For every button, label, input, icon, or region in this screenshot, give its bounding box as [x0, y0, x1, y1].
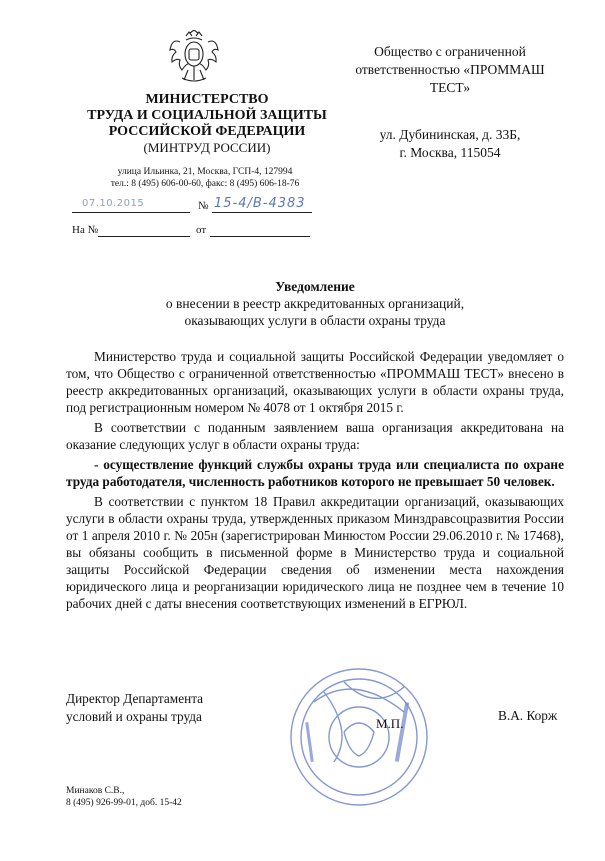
recipient-org-line: ТЕСТ»	[429, 80, 471, 95]
position-line: Директор Департамента	[66, 691, 204, 706]
date-line	[72, 212, 190, 213]
stamp-mark: М.П.	[376, 716, 404, 731]
ministry-address	[55, 166, 355, 190]
official-stamp-icon	[284, 662, 434, 812]
body-paragraph: В соответствии с пунктом 18 Правил аккредитации организаций, оказывающих услуги в области охраны труда, утвержденных приказом Минздравсоцразвития России от 1 апреля 2010 г. № 205н (зарегистрирован Минюстом России 29.06.2010 г. № 17468), вы обязаны сообщить в письменной форме в Министерство труда и социальной защиты Российской Федерации сведения об изменении места нахождения юридического лица и реорганизации юридического лица не позднее чем в течение 10 рабочих дней с даты внесения соответствующих изменений в ЕГРЮЛ.	[66, 494, 564, 611]
recipient-address	[340, 126, 560, 162]
document-body	[66, 348, 564, 615]
reply-number-line	[98, 236, 190, 237]
number-line	[212, 212, 312, 213]
signatory-position	[66, 690, 203, 726]
position-line: условий и охраны труда	[66, 709, 202, 724]
reply-from-label: от	[196, 224, 207, 236]
number-label: №	[198, 200, 209, 212]
ministry-name-line: ТРУДА И СОЦИАЛЬНОЙ ЗАЩИТЫ	[87, 108, 327, 123]
reply-label: На №	[72, 224, 99, 236]
recipient-org-line: ответственностью «ПРОММАШ	[355, 62, 545, 77]
executor-name: Минаков С.В.,	[66, 786, 125, 796]
title-sub: о внесении в реестр аккредитованных организаций,	[165, 296, 465, 311]
executor-info	[66, 785, 182, 809]
ministry-short-name: (МИНТРУД РОССИИ)	[143, 140, 271, 155]
ministry-name-line: МИНИСТЕРСТВО	[145, 92, 269, 107]
recipient-org-line: Общество с ограниченной	[374, 44, 526, 59]
recipient-organization	[340, 43, 560, 97]
title-sub: оказывающих услуги в области охраны труда	[184, 313, 446, 328]
title-main: Уведомление	[275, 279, 355, 294]
ministry-name	[82, 92, 332, 156]
recipient-address-line: г. Москва, 115054	[399, 145, 501, 160]
russian-coat-of-arms-icon	[168, 30, 220, 86]
executor-phone: 8 (495) 926-99-01, доб. 15-42	[66, 798, 182, 808]
ministry-contacts-line: тел.: 8 (495) 606-00-60, факс: 8 (495) 606-18-76	[110, 179, 300, 189]
signatory-name: В.А. Корж	[498, 708, 558, 723]
service-paragraph: - осуществление функций службы охраны труда или специалиста по охране труда работодателя, численность работников которого не превышает 50 человек.	[66, 457, 564, 489]
registration-date: 07.10.2015	[82, 198, 145, 209]
ministry-name-line: РОССИЙСКОЙ ФЕДЕРАЦИИ	[108, 124, 306, 139]
body-paragraph: В соответствии с поданным заявлением ваша организация аккредитована на оказание следующих услуг в области охраны труда:	[66, 420, 564, 452]
body-paragraph: Министерство труда и социальной защиты Российской Федерации уведомляет о том, что Общество с ограниченной ответственностью «ПРОММАШ ТЕСТ» внесено в реестр аккредитованных организаций, оказывающих услуги в области охраны труда, под регистрационным номером № 4078 от 1 октября 2015 г.	[66, 349, 564, 415]
ministry-address-line: улица Ильинка, 21, Москва, ГСП-4, 127994	[117, 167, 293, 177]
recipient-address-line: ул. Дубининская, д. 33Б,	[379, 127, 521, 142]
document-title	[150, 278, 480, 329]
reply-date-line	[210, 236, 310, 237]
registration-number: 15-4/В-4383	[214, 196, 306, 211]
